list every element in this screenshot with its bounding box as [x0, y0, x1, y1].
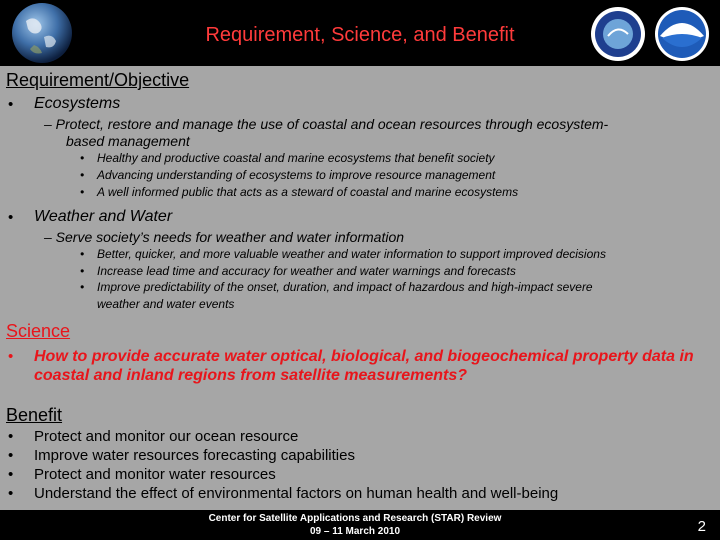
weather-label: Weather and Water: [34, 208, 173, 225]
ecosystems-item: A well informed public that acts as a steward of coastal and marine ecosystems: [97, 185, 519, 199]
science-heading: Science: [6, 321, 71, 341]
noaa-logo-icon: [654, 6, 710, 62]
ecosystems-sub: – Protect, restore and manage the use of coastal and ocean resources through ecosystem-: [44, 116, 609, 132]
footer-line2: 09 – 11 March 2010: [309, 526, 401, 537]
weather-item: Improve predictability of the onset, duration, and impact of hazardous and high-impact severe: [97, 280, 593, 294]
bullet-icon: •: [80, 280, 85, 294]
ecosystems-item: Healthy and productive coastal and marine ecosystems that benefit society: [97, 151, 495, 165]
weather-item: Better, quicker, and more valuable weather and water information to support improved decisions: [97, 247, 606, 261]
benefit-item: Protect and monitor water resources: [34, 466, 276, 483]
slide-title: Requirement, Science, and Benefit: [205, 24, 515, 46]
bullet-icon: •: [80, 247, 85, 261]
bullet-icon: •: [8, 209, 14, 226]
benefit-item: Improve water resources forecasting capabilities: [34, 447, 355, 464]
benefit-heading: Benefit: [6, 405, 63, 425]
nesdis-seal-icon: [590, 6, 646, 62]
bullet-icon: •: [8, 96, 14, 113]
page-number: 2: [697, 518, 706, 535]
benefit-item: Protect and monitor our ocean resource: [34, 428, 299, 445]
requirement-heading: Requirement/Objective: [6, 70, 190, 90]
weather-item-cont: weather and water events: [97, 297, 235, 311]
benefit-item: Understand the effect of environmental factors on human health and well-being: [34, 485, 559, 502]
science-question: How to provide accurate water optical, biological, and biogeochemical property data in coastal and inland regions from satellite measurements?: [34, 348, 694, 384]
bullet-icon: •: [80, 168, 85, 182]
bullet-icon: •: [8, 485, 14, 502]
footer-line1: Center for Satellite Applications and Research (STAR) Review: [208, 513, 502, 524]
header-bar: [0, 0, 720, 66]
weather-sub: – Serve society’s needs for weather and water information: [44, 229, 405, 245]
weather-item: Increase lead time and accuracy for weather and water warnings and forecasts: [97, 264, 516, 278]
bullet-icon: •: [8, 428, 14, 445]
ecosystems-label: Ecosystems: [34, 95, 121, 112]
bullet-icon: •: [80, 151, 85, 165]
footer-bar: [0, 510, 720, 540]
ecosystems-sub-cont: based management: [66, 133, 190, 149]
bullet-icon: •: [8, 466, 14, 483]
bullet-icon: •: [80, 264, 85, 278]
footer-caption: [170, 512, 540, 538]
bullet-icon: •: [8, 348, 14, 365]
bullet-icon: •: [8, 447, 14, 464]
ecosystems-item: Advancing understanding of ecosystems to improve resource management: [97, 168, 496, 182]
bullet-icon: •: [80, 185, 85, 199]
